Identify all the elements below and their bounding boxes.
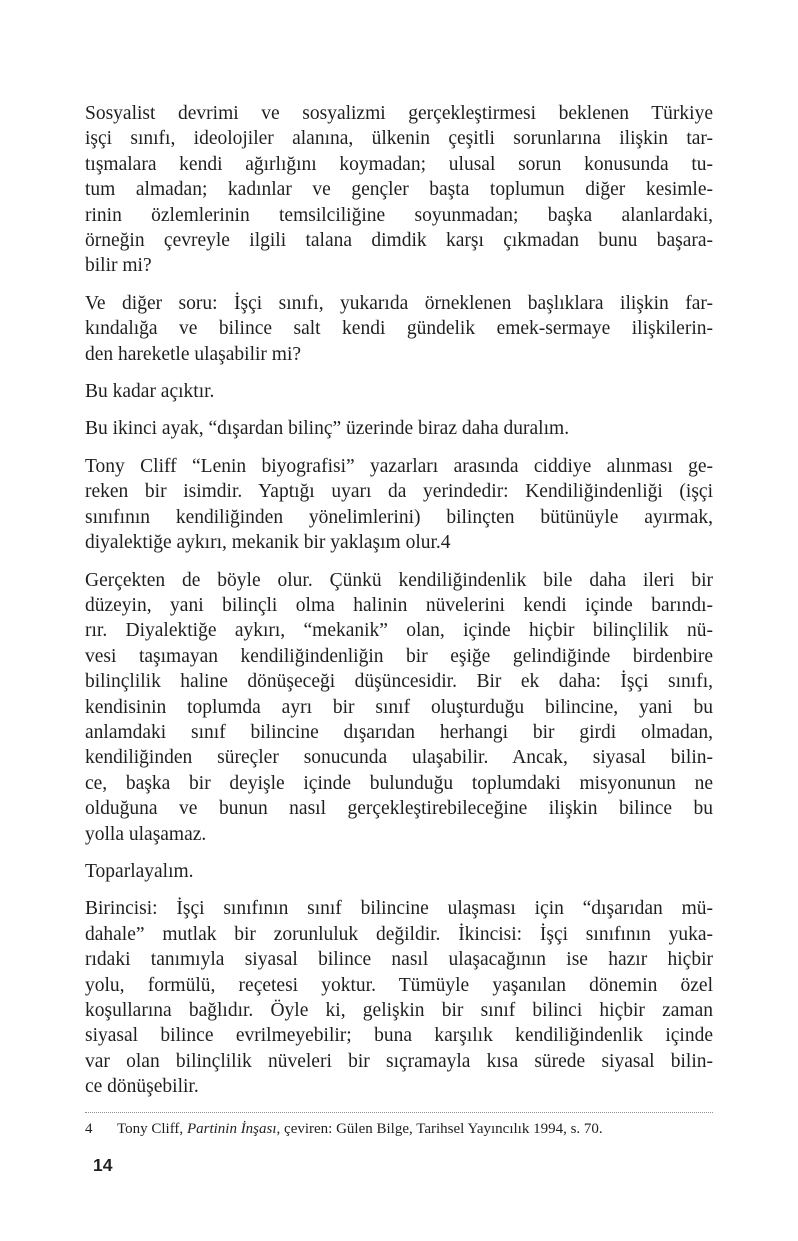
text-line: Bu ikinci ayak, “dışardan bilinç” üzerinde biraz daha duralım. <box>85 418 570 440</box>
paragraph <box>85 568 713 847</box>
text-line: koşullarına bağlıdır. Öyle ki, gelişkin bir sınıf bilinci hiçbir zaman <box>85 1000 713 1021</box>
text-line: kendiliğinden süreçler sonucunda ulaşabilir. Ancak, siyasal bilin- <box>85 747 713 769</box>
text-line: Bu kadar açıktır. <box>85 381 215 403</box>
footnote-book-title: Partinin İnşası <box>186 1120 277 1137</box>
footnote-segment: Tony Cliff, <box>117 1120 187 1137</box>
text-line: işçi sınıfı, ideolojiler alanına, ülkenin çeşitli sorunlarına ilişkin tar- <box>85 128 713 150</box>
footnote-marker: 4 <box>85 1120 93 1137</box>
text-line: bilinçlilik haline dönüşeceği düşüncesidir. Bir ek daha: İşçi sınıfı, <box>85 671 713 693</box>
text-line: Birincisi: İşçi sınıfının sınıf bilincine ulaşması için “dışarıdan mü- <box>85 898 713 920</box>
text-line: kındalığa ve bilince salt kendi gündelik emek-sermaye ilişkilerin- <box>85 318 713 340</box>
text-line: rır. Diyalektiğe aykırı, “mekanik” olan, içinde hiçbir bilinçlilik nü- <box>85 620 713 642</box>
text-line: olduğuna ve bunun nasıl gerçekleştirebileceğine ilişkin bilince bu <box>85 798 713 820</box>
text-line: Toparlayalım. <box>85 860 194 882</box>
text-line: kendisinin toplumda ayrı bir sınıf oluşturduğu bilincine, yani bu <box>85 696 713 718</box>
paragraph <box>85 101 713 279</box>
paragraph <box>85 454 713 556</box>
footnote-text <box>117 1119 713 1139</box>
text-line: anlamdaki sınıf bilincine dışarıdan herhangi bir girdi olmadan, <box>85 721 713 743</box>
text-line: diyalektiğe aykırı, mekanik bir yaklaşım olur.4 <box>85 532 451 554</box>
text-line: Ve diğer soru: İşçi sınıfı, yukarıda örneklenen başlıklara ilişkin far- <box>85 292 713 314</box>
paragraph <box>85 896 713 1099</box>
paragraph <box>85 379 713 404</box>
footnote-separator <box>85 1112 713 1113</box>
text-line: Sosyalist devrimi ve sosyalizmi gerçekleştirmesi beklenen Türkiye <box>85 103 713 124</box>
footnote <box>85 1119 713 1139</box>
text-line: tum almadan; kadınlar ve gençler başta toplumun diğer kesimle- <box>85 179 713 201</box>
text-line: yolu, formülü, reçetesi yoktur. Tümüyle yaşanılan dönemin özel <box>85 974 713 996</box>
paragraph <box>85 291 713 367</box>
text-line: vesi taşımayan kendiliğindenliğin bir eşiğe gelindiğinde birdenbire <box>85 645 713 667</box>
text-line: Tony Cliff “Lenin biyografisi” yazarları arasında ciddiye alınması ge- <box>85 455 713 477</box>
footnote-segment: , çeviren: Gülen Bilge, Tarihsel Yayıncılık 1994, s. 70. <box>276 1120 603 1137</box>
text-block <box>85 101 713 1139</box>
text-line: reken bir isimdir. Yaptığı uyarı da yerindedir: Kendiliğindenliği (işçi <box>85 481 713 503</box>
text-line: dahale” mutlak bir zorunluluk değildir. İkincisi: İşçi sınıfının yuka- <box>85 923 713 945</box>
text-line: bilir mi? <box>85 255 152 277</box>
text-line: rıdaki tanımıyla siyasal bilince nasıl ulaşacağının ise hazır hiçbir <box>85 949 713 971</box>
body-paragraphs <box>85 101 713 1100</box>
text-line: siyasal bilince evrilmeyebilir; buna karşılık kendiliğindenlik içinde <box>85 1025 713 1047</box>
text-line: düzeyin, yani bilinçli olma halinin nüvelerini kendi içinde barındı- <box>85 594 713 616</box>
text-line: den hareketle ulaşabilir mi? <box>85 343 302 365</box>
paragraph <box>85 859 713 884</box>
text-line: sınıfının kendiliğinden yönelimlerini) bilinçten bütünüyle ayırmak, <box>85 506 713 528</box>
text-line: yolla ulaşamaz. <box>85 823 207 845</box>
text-line: var olan bilinçlilik nüveleri bir sıçramayla kısa sürede siyasal bilin- <box>85 1050 713 1072</box>
text-line: ce, başka bir deyişle içinde bulunduğu toplumdaki misyonunun ne <box>85 772 713 794</box>
text-line: tışmalara kendi ağırlığını koymadan; ulusal sorun konusunda tu- <box>85 153 713 175</box>
text-line: rinin özlemlerinin temsilciliğine soyunmadan; başka alanlardaki, <box>85 204 713 226</box>
paragraph <box>85 416 713 441</box>
text-line: örneğin çevreyle ilgili talana dimdik karşı çıkmadan bunu başara- <box>85 230 713 252</box>
page-number: 14 <box>93 1155 113 1175</box>
text-line: ce dönüşebilir. <box>85 1076 199 1098</box>
text-line: Gerçekten de böyle olur. Çünkü kendiliğindenlik bile daha ileri bir <box>85 569 713 591</box>
